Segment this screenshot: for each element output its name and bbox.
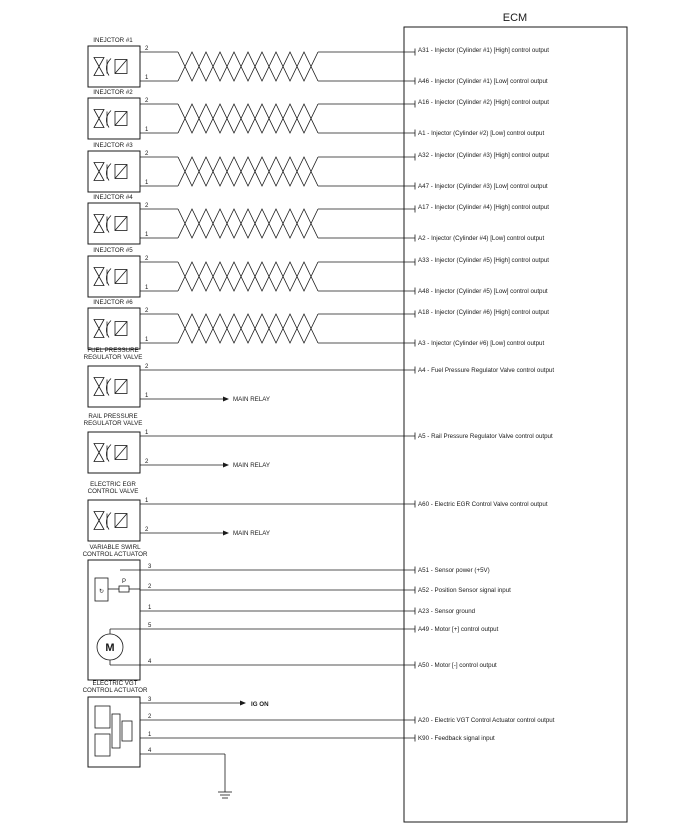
valve-3-component-box	[88, 500, 140, 541]
pin-number: 2	[145, 459, 149, 465]
pin-number: 3	[148, 564, 152, 570]
injector-2-component	[88, 98, 140, 139]
relay-arrow-icon	[223, 463, 229, 468]
injector-name: INEJCTOR #5	[93, 247, 133, 254]
pin-number: 4	[148, 748, 152, 754]
injector-6-component	[88, 308, 140, 349]
relay-label: MAIN RELAY	[233, 530, 271, 537]
injector-name: INEJCTOR #2	[93, 89, 133, 96]
twisted-pair-strand-b	[178, 104, 318, 133]
sensor-letter: P	[121, 579, 127, 585]
valve-3-component	[88, 500, 140, 541]
twisted-pair-strand-b	[178, 262, 318, 291]
relay-arrow-icon	[223, 397, 229, 402]
vgt-name: ELECTRIC VGT	[92, 680, 138, 687]
pin-number: 2	[148, 714, 152, 720]
pin-number: 2	[145, 151, 149, 157]
ecm-pin-label: A17 - Injector (Cylinder #4) [High] control output	[418, 204, 550, 211]
injector-name: INEJCTOR #4	[93, 194, 133, 201]
ecm-pin-label: A16 - Injector (Cylinder #2) [High] control output	[418, 99, 550, 106]
swirl-name: CONTROL ACTUATOR	[82, 551, 148, 558]
twisted-pair-strand-b	[178, 52, 318, 81]
ecm-pin-label: A5 - Rail Pressure Regulator Valve control output	[418, 433, 553, 440]
pin-number: 1	[145, 430, 149, 436]
pin-number: 2	[145, 203, 149, 209]
injector-6-component-box	[88, 308, 140, 349]
injector-name: INEJCTOR #1	[93, 37, 133, 44]
valve-2-component	[88, 432, 140, 473]
twisted-pair-strand-b	[178, 314, 318, 343]
injector-1-component-box	[88, 46, 140, 87]
ecm-pin-label: A23 - Sensor ground	[418, 608, 476, 615]
ecm-pin-label: A52 - Position Sensor signal input	[418, 587, 511, 594]
ecm-pin-label: A18 - Injector (Cylinder #6) [High] control output	[418, 309, 550, 316]
vgt-name: CONTROL ACTUATOR	[82, 687, 148, 694]
ecm-pin-label: A4 - Fuel Pressure Regulator Valve control output	[418, 367, 555, 374]
pin-number: 2	[145, 364, 149, 370]
ecm-pin-label: A1 - Injector (Cylinder #2) [Low] control output	[418, 130, 545, 137]
injector-3-component	[88, 151, 140, 192]
injector-1-component	[88, 46, 140, 87]
pin-number: 1	[145, 337, 149, 343]
pin-number: 1	[145, 285, 149, 291]
pin-number: 2	[145, 256, 149, 262]
valve-1-component	[88, 366, 140, 407]
ecm-pin-label: A46 - Injector (Cylinder #1) [Low] control output	[418, 78, 548, 85]
ig-label: IG ON	[251, 701, 269, 708]
ecm-pin-label: A60 - Electric EGR Control Valve control output	[418, 501, 548, 508]
injector-name: INEJCTOR #6	[93, 299, 133, 306]
pin-number: 1	[145, 127, 149, 133]
injector-5-component-box	[88, 256, 140, 297]
ig-arrow-icon	[240, 701, 246, 706]
pin-number: 2	[145, 308, 149, 314]
relay-label: MAIN RELAY	[233, 396, 271, 403]
pin-number: 1	[148, 605, 152, 611]
injector-3-component-box	[88, 151, 140, 192]
ecm-pin-label: A32 - Injector (Cylinder #3) [High] control output	[418, 152, 550, 159]
pin-number: 2	[145, 46, 149, 52]
injector-5-component	[88, 256, 140, 297]
ecm-box	[404, 27, 627, 822]
pin-number: 2	[145, 527, 149, 533]
pin-number: 2	[145, 98, 149, 104]
ecm-pin-label: A49 - Motor [+] control output	[418, 626, 499, 633]
ecm-pin-label: A48 - Injector (Cylinder #5) [Low] control output	[418, 288, 548, 295]
sensor-rotation-icon: ↻	[98, 589, 105, 595]
valve-2-component-box	[88, 432, 140, 473]
ecm-pin-label: A3 - Injector (Cylinder #6) [Low] control output	[418, 340, 545, 347]
swirl-name: VARIABLE SWIRL	[89, 544, 141, 551]
ecm-pin-label: A47 - Injector (Cylinder #3) [Low] control output	[418, 183, 548, 190]
ecm-pin-label: A50 - Motor [-] control output	[418, 662, 497, 669]
valve-name: ELECTRIC EGR	[90, 481, 136, 488]
ecm-pin-label: A31 - Injector (Cylinder #1) [High] control output	[418, 47, 550, 54]
ecm-pin-label: A2 - Injector (Cylinder #4) [Low] control output	[418, 235, 545, 242]
twisted-pair-strand-b	[178, 157, 318, 186]
pin-number: 1	[145, 498, 149, 504]
pin-number: 1	[145, 393, 149, 399]
pin-number: 1	[145, 232, 149, 238]
relay-label: MAIN RELAY	[233, 462, 271, 469]
motor-letter: M	[105, 642, 115, 654]
ecm-pin-label: K90 - Feedback signal input	[418, 735, 495, 742]
valve-name: CONTROL VALVE	[87, 488, 139, 495]
pin-number: 2	[148, 584, 152, 590]
valve-name: REGULATOR VALVE	[83, 420, 143, 427]
injector-4-component-box	[88, 203, 140, 244]
valve-name: RAIL PRESSURE	[88, 413, 138, 420]
injector-4-component	[88, 203, 140, 244]
valve-name: FUEL PRESSURE	[87, 347, 139, 354]
valve-1-component-box	[88, 366, 140, 407]
valve-name: REGULATOR VALVE	[83, 354, 143, 361]
pin-number: 3	[148, 697, 152, 703]
ecm-pin-label: A51 - Sensor power (+5V)	[418, 567, 490, 574]
pin-number: 1	[148, 732, 152, 738]
injector-name: INEJCTOR #3	[93, 142, 133, 149]
ecm-pin-label: A33 - Injector (Cylinder #5) [High] control output	[418, 257, 550, 264]
pin-number: 1	[145, 75, 149, 81]
ecm-title: ECM	[502, 12, 528, 24]
pin-number: 4	[148, 659, 152, 665]
relay-arrow-icon	[223, 531, 229, 536]
twisted-pair-strand-b	[178, 209, 318, 238]
pin-number: 1	[145, 180, 149, 186]
injector-2-component-box	[88, 98, 140, 139]
ecm-pin-label: A20 - Electric VGT Control Actuator control output	[418, 717, 555, 724]
pin-number: 5	[148, 623, 152, 629]
